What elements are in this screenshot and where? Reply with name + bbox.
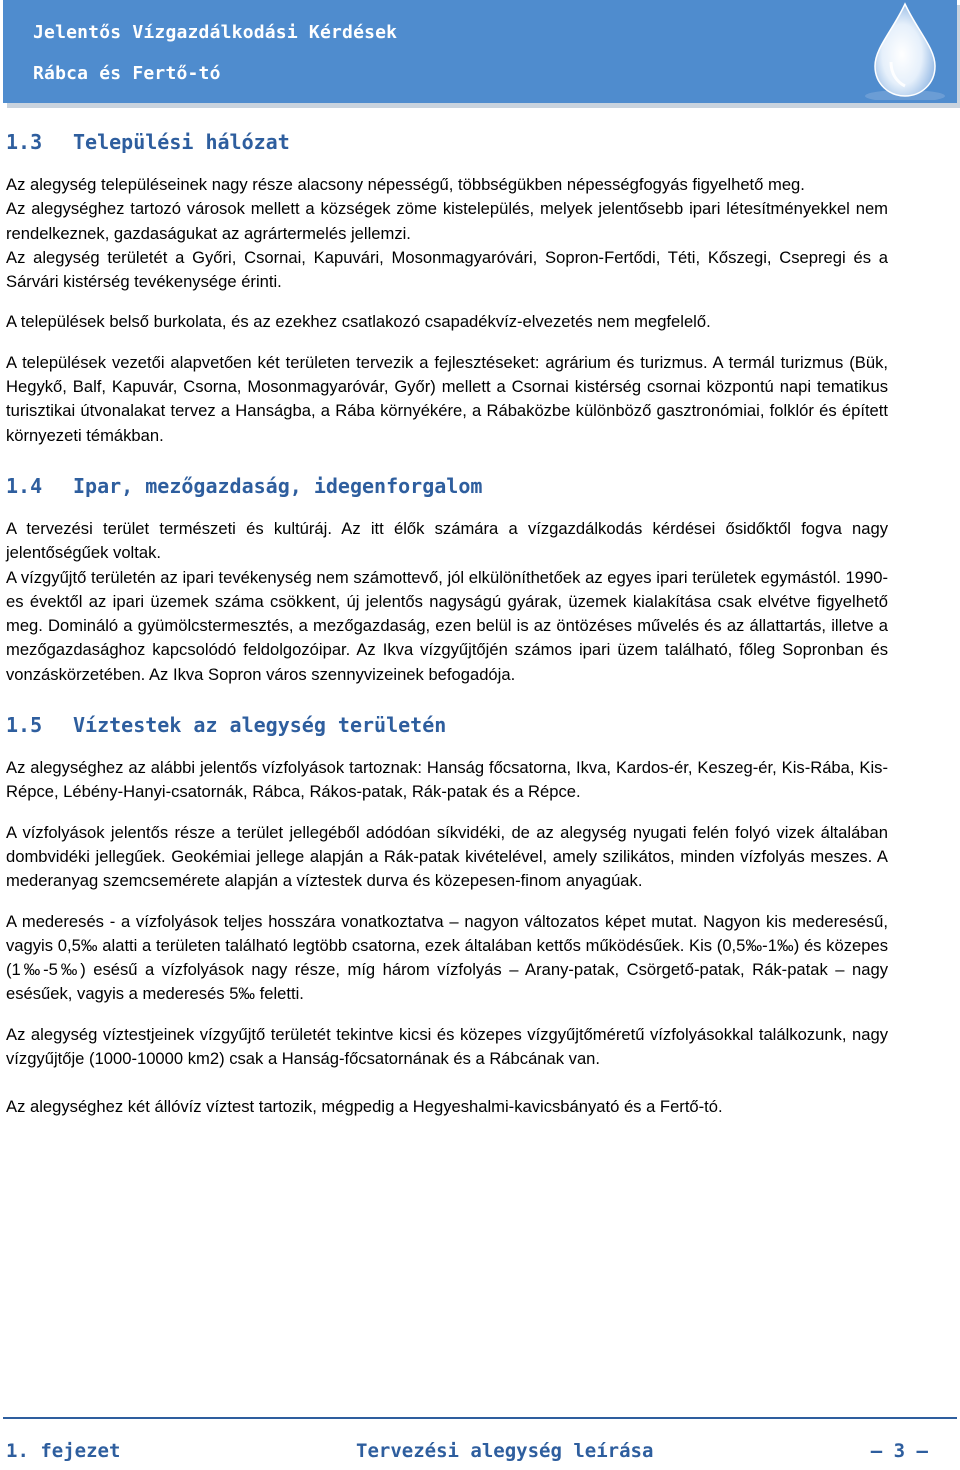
section-title: Települési hálózat	[73, 130, 290, 154]
page-header	[3, 0, 957, 103]
section-number: 1.5	[6, 713, 43, 738]
section-number: 1.3	[6, 130, 43, 154]
section-heading-1-3	[6, 128, 888, 156]
footer-title: Tervezési alegység leírása	[356, 1440, 654, 1462]
section-heading-1-5	[6, 711, 888, 739]
paragraph: Az alegység területét a Győri, Csornai, Kapuvári, Mosonmagyaróvári, Sopron-Fertődi, Téti, Kőszegi, Csepregi és a Sárvári kistérség tevékenysége érinti.	[6, 247, 888, 292]
paragraph: Az alegységhez tartozó városok mellett a községek zöme kistelepülés, melyek jelentősebb ipari létesítményekkel nem rendelkeznek, gazdaságukat az agrártermelés jellemzi.	[6, 199, 888, 243]
paragraph: A mederesés - a vízfolyások teljes hosszára vonatkoztatva – nagyon változatos képet mutat. Nagyon kis mederesésű, vagyis 0,5‰ alatti a területen található legtöbb csatorna, ezek általában kettős működésűek. Kis (0,5‰-1‰) és közepes (1‰-5‰) esésű a vízfolyások nagy része, míg három vízfolyás – Arany-patak, Csörgető-patak, Rák-patak – nagy esésűek, vagyis a mederesés 5‰ feletti.	[6, 911, 888, 1004]
footer-divider	[3, 1417, 957, 1419]
water-drop-logo-icon	[861, 0, 949, 100]
paragraph: A települések vezetői alapvetően két területen tervezik a fejlesztéseket: agrárium és turizmus. A termál turizmus (Bük, Hegykő, Balf, Kapuvár, Csorna, Mosonmagyaróvár, Győr) mellett a Csornai kistérség csornai központú napi tematikus turisztikai útvonalakat tervez a Hanságba, a Rába környékére, a Rábaközbe különböző gasztronómiai, folklór és épített környezeti témákban.	[6, 352, 888, 445]
section-heading-1-4	[6, 472, 888, 500]
paragraph: Az alegység víztestjeinek vízgyűjtő területét tekintve kicsi és közepes vízgyűjtőméretű vízfolyásokkal találkozunk, nagy vízgyűjtője (1000-10000 km2) csak a Hanság-főcsatornának és a Rábcának van.	[6, 1024, 888, 1069]
paragraph: Az alegységhez az alábbi jelentős vízfolyások tartoznak: Hanság főcsatorna, Ikva, Kardos-ér, Keszeg-ér, Kis-Rába, Kis-Répce, Lébény-Hanyi-csatornák, Rábca, Rákos-patak, Rák-patak és a Répce.	[6, 758, 888, 802]
paragraph: A vízgyűjtő területén az ipari tevékenység nem számottevő, jól elkülöníthetőek az egyes ipari területek egymástól. 1990-es évektől az ipari üzemek száma csökkent, új jelentős nagyságú gyárak, üzemek kialakítása csak elvétve figyelhető meg. Domináló a gyümölcstermesztés, a mezőgazdaság, ezen belül is az öntözéses művelés és az állattartás, illetve a mezőgazdasághoz kapcsolódó feldolgozóipar. Az Ikva vízgyűjtőjén számos ipari üzem található, főleg Sopronban és vonzáskörzetében. Az Ikva Sopron város szennyvizeinek befogadója.	[6, 567, 888, 684]
page-content	[6, 128, 888, 1120]
header-title: Jelentős Vízgazdálkodási Kérdések	[33, 22, 398, 43]
header-subtitle: Rábca és Fertő-tó	[33, 63, 221, 84]
paragraph: A vízfolyások jelentős része a terület jellegéből adódóan síkvidéki, de az alegység nyugati felén folyó vizek általában dombvidéki jellegűek. Geokémiai jellege alapján a Rák-patak kivételével, amely szilikátos, minden vízfolyás meszes. A mederanyag szemcsemérete alapján a víztestek durva és közepesen-finom anyagúak.	[6, 822, 888, 891]
page-number: — 3 —	[870, 1440, 928, 1462]
paragraph: Az alegység településeinek nagy része alacsony népességű, többségükben népességfogyás figyelhető meg.	[6, 175, 805, 194]
footer-chapter: 1. fejezet	[6, 1440, 121, 1462]
paragraph: A települések belső burkolata, és az ezekhez csatlakozó csapadékvíz-elvezetés nem megfelelő.	[6, 312, 711, 332]
section-number: 1.4	[6, 473, 43, 498]
section-title: Ipar, mezőgazdaság, idegenforgalom	[73, 473, 483, 498]
paragraph: A tervezési terület természeti és kultúráj. Az itt élők számára a vízgazdálkodás kérdései ősidőktől fogva nagy jelentőségűek voltak.	[6, 518, 888, 563]
paragraph: Az alegységhez két állóvíz víztest tartozik, mégpedig a Hegyeshalmi-kavicsbányató és a Fertő-tó.	[6, 1097, 723, 1117]
section-title: Víztestek az alegység területén	[73, 713, 447, 738]
